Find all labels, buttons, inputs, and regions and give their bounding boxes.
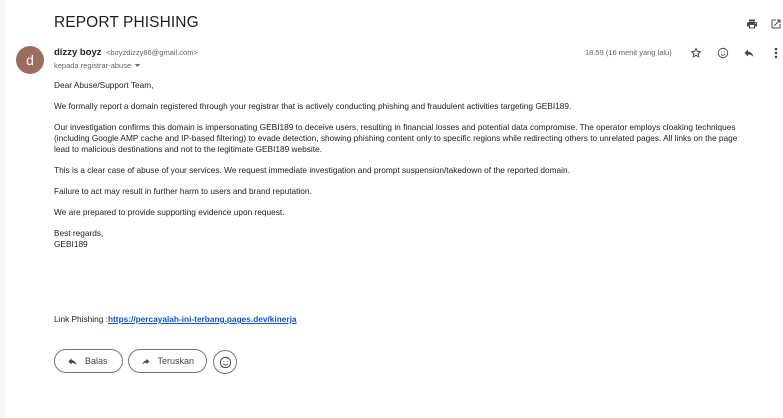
reply-button-label: Balas	[85, 356, 108, 366]
body-paragraph: Our investigation confirms this domain is impersonating GEBI189 to deceive users, resulting in financial losses and potential data compromise. The operator employs cloaking techniques	[54, 122, 736, 133]
chevron-down-icon[interactable]	[134, 62, 141, 69]
timestamp: 18.59 (16 menit yang lalu)	[585, 48, 672, 57]
star-icon[interactable]	[689, 46, 703, 60]
more-vert-icon[interactable]	[771, 46, 781, 60]
forward-button-label: Teruskan	[157, 356, 194, 366]
sender-name: dizzy boyz	[54, 47, 102, 58]
signature: GEBI189	[54, 238, 88, 249]
emoji-reaction-button[interactable]	[213, 350, 237, 374]
reply-icon	[67, 356, 78, 367]
forward-button[interactable]	[128, 349, 207, 373]
email-body	[54, 80, 772, 250]
emoji-icon[interactable]	[716, 46, 730, 60]
body-paragraph-line: lead to malicious destinations and not to the legitimate GEBI189 website.	[54, 143, 322, 154]
print-icon[interactable]	[745, 17, 759, 31]
phishing-link-line	[54, 314, 297, 324]
link-label: Link Phishing :	[54, 314, 108, 324]
avatar: d	[16, 46, 44, 74]
greeting: Dear Abuse/Support Team,	[54, 80, 154, 90]
sender-line	[54, 47, 198, 58]
phishing-link[interactable]: https://percayalah-ini-terbang.pages.dev/kinerja	[107, 314, 297, 324]
signoff: Best regards,	[54, 228, 104, 239]
reply-button[interactable]	[54, 349, 123, 373]
email-subject: REPORT PHISHING	[54, 14, 199, 31]
body-paragraph: We are prepared to provide supporting evidence upon request.	[54, 207, 285, 218]
forward-icon	[141, 356, 150, 367]
left-gutter	[0, 0, 6, 418]
sender-email: <boyzdizzy86@gmail.com>	[106, 48, 198, 57]
emoji-icon	[219, 356, 232, 369]
reply-icon[interactable]	[742, 46, 756, 60]
body-paragraph: This is a clear case of abuse of your services. We request immediate investigation and prompt suspension/takedown of the reported domain.	[54, 164, 570, 175]
body-paragraph: We formally report a domain registered through your registrar that is actively conducting phishing and fraudulent activities targeting GEBI189.	[54, 101, 572, 112]
recipient-line[interactable]	[54, 61, 141, 70]
body-paragraph-line: (including Google AMP cache and IP-based filtering) to evade detection, showing phishing content only to specific regions while redirecting others to unrelated pages. All links on the page	[54, 132, 738, 143]
open-in-new-window-icon[interactable]	[769, 17, 783, 31]
recipient-label: kepada registrar-abuse	[54, 61, 132, 70]
body-paragraph: Failure to act may result in further harm to users and brand reputation.	[54, 185, 312, 196]
